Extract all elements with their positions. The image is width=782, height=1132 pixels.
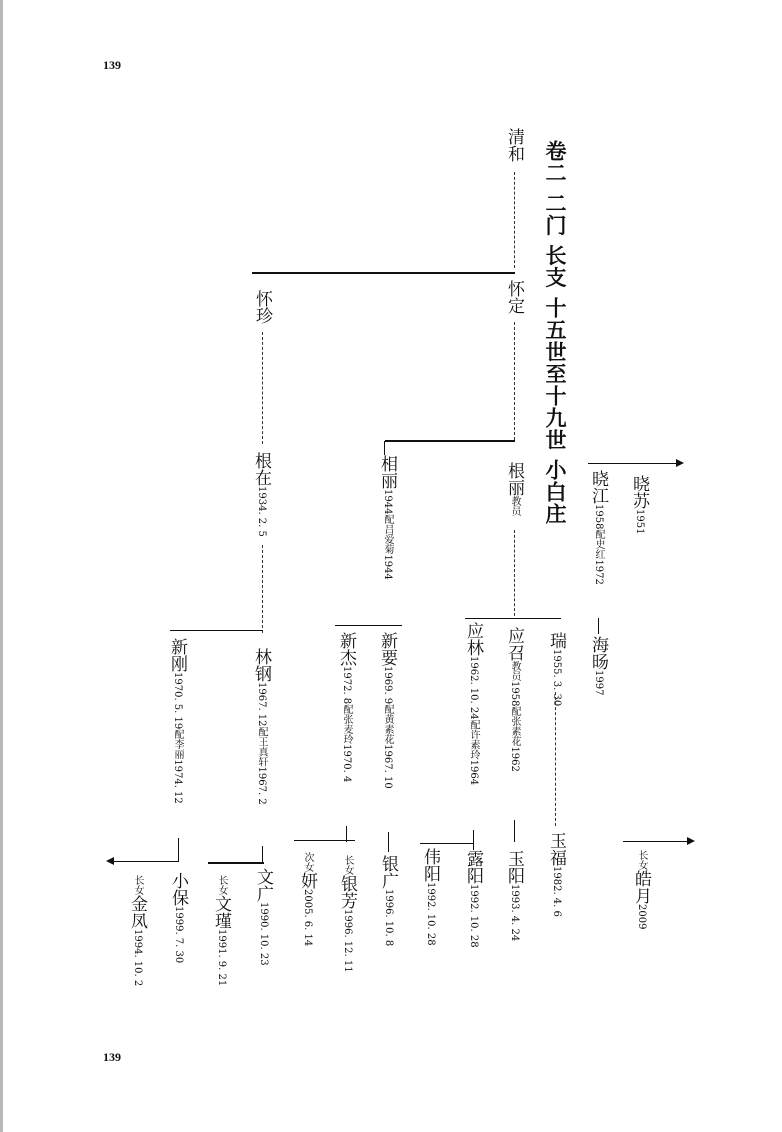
person-note: 1992. 10. 28	[425, 882, 436, 946]
person-note: 教员1958配张素花1962	[509, 661, 520, 772]
person-note: 1982. 4. 6	[551, 866, 562, 917]
person-name: 晓苏	[629, 475, 649, 509]
branch-line	[385, 440, 515, 442]
person-yuyang	[505, 850, 522, 941]
person-yinfang	[338, 855, 355, 973]
person-note: 1990. 10. 23	[258, 902, 269, 966]
person-xinyao	[378, 632, 395, 789]
person-genli	[505, 462, 522, 516]
person-name: 玉福	[546, 832, 566, 866]
person-note: 1944配吕爱菊1944	[382, 489, 393, 580]
lineage-line	[514, 322, 515, 440]
person-note: 1970. 5. 19配李丽1974. 12	[172, 672, 183, 804]
person-name: 林钢	[251, 648, 271, 682]
connector-line	[473, 830, 474, 850]
person-note: 1993. 4. 24	[509, 884, 520, 942]
person-xiangli	[378, 455, 395, 580]
person-huaizhen: 怀珍	[252, 290, 272, 324]
person-name: 新刚	[167, 638, 187, 672]
person-xiaobao	[169, 872, 186, 963]
person-note: 1962. 10. 24配许素玲1964	[468, 656, 479, 786]
relation-label: 长女	[342, 855, 353, 875]
person-yinguang	[379, 855, 396, 946]
person-note: 1991. 9. 21	[216, 929, 227, 987]
person-wenguang	[254, 868, 271, 966]
person-haiyang	[589, 636, 606, 695]
person-note: 1997	[593, 670, 604, 696]
person-note: 1958配史红1972	[593, 504, 604, 585]
person-note: 1969. 9配黄素花1967. 10	[382, 666, 393, 789]
arrow-left-icon	[108, 861, 178, 862]
person-note: 1996. 10. 8	[383, 889, 394, 947]
person-xiaosu	[630, 475, 647, 534]
person-xiaojiang	[589, 470, 606, 585]
person-name: 海旸	[588, 636, 608, 670]
person-note: 1996. 12. 11	[342, 909, 353, 973]
relation-label: 长女	[216, 875, 227, 895]
relation-label: 长女	[636, 850, 647, 870]
person-yingzhao	[505, 627, 522, 772]
person-yan	[298, 852, 315, 946]
person-lingang	[252, 648, 269, 805]
connector-line	[178, 838, 179, 862]
person-name: 玉阳	[504, 850, 524, 884]
branch-line	[170, 630, 263, 631]
person-note: 1955. 3. 30	[551, 649, 562, 707]
arrow-right-icon	[623, 841, 693, 842]
person-name: 晓江	[588, 470, 608, 504]
person-name: 新要	[377, 632, 397, 666]
person-huaiding: 怀定	[504, 280, 524, 314]
person-note: 教员	[509, 496, 520, 516]
person-note: 1934. 2. 5	[256, 486, 267, 537]
relation-label: 次女	[302, 852, 313, 872]
person-name: 银芳	[337, 875, 357, 909]
person-name: 应林	[463, 622, 483, 656]
person-name: 皓月	[631, 870, 651, 904]
lineage-line	[262, 332, 263, 444]
person-note: 2005. 6. 14	[302, 889, 313, 947]
lineage-line	[514, 172, 515, 268]
lineage-line	[555, 692, 556, 826]
person-name: 瑞	[546, 632, 566, 649]
person-qinghe: 清和	[504, 128, 524, 162]
person-name: 文瑾	[211, 895, 231, 929]
arrow-right-icon	[588, 463, 682, 464]
person-name: 妍	[297, 872, 317, 889]
person-note: 2009	[636, 904, 647, 930]
page-number-bottom: 139	[103, 1050, 121, 1064]
page-number-top: 139	[103, 58, 121, 72]
person-genzai	[252, 452, 269, 537]
person-name: 根丽	[504, 462, 524, 496]
person-name: 露阳	[463, 850, 483, 884]
branch-line	[335, 625, 402, 626]
branch-line	[420, 843, 474, 844]
person-jinfeng	[128, 875, 145, 986]
person-yufu	[547, 832, 564, 917]
person-note: 1992. 10. 28	[468, 884, 479, 948]
person-name: 金凤	[127, 895, 147, 929]
person-note: 1972. 8配张麦玲1970. 4	[341, 666, 352, 783]
person-name: 小保	[168, 872, 188, 906]
branch-line	[465, 618, 561, 619]
lineage-line	[262, 545, 263, 633]
branch-stub	[384, 441, 385, 455]
person-note: 1999. 7. 30	[173, 906, 184, 964]
person-name: 应召	[504, 627, 524, 661]
person-name: 根在	[251, 452, 271, 486]
branch-line	[208, 862, 264, 864]
person-xingang	[168, 638, 185, 804]
connector-line	[514, 820, 515, 842]
connector-line	[388, 832, 389, 852]
lineage-line	[514, 530, 515, 616]
person-wenjin	[212, 875, 229, 986]
relation-label: 长女	[132, 875, 143, 895]
branch-line	[294, 840, 355, 841]
person-note: 1951	[634, 509, 645, 535]
person-note: 1967. 12配王真轩1967. 2	[256, 682, 267, 805]
page-edge	[0, 0, 3, 1132]
person-luyang	[464, 850, 481, 948]
person-name: 相丽	[377, 455, 397, 489]
person-haoyue	[632, 850, 649, 929]
connector-line	[598, 618, 599, 634]
person-note: 1994. 10. 2	[132, 929, 143, 987]
person-name: 银广	[378, 855, 398, 889]
branch-line	[252, 272, 515, 274]
person-name: 文广	[253, 868, 273, 902]
person-name: 伟阳	[420, 848, 440, 882]
person-xinjie	[337, 632, 354, 782]
page-title: 卷二 二门 长支 十五世至十九世 小白庄	[543, 140, 568, 526]
person-yinglin	[464, 622, 481, 785]
person-weiyang	[421, 848, 438, 946]
person-name: 新杰	[336, 632, 356, 666]
